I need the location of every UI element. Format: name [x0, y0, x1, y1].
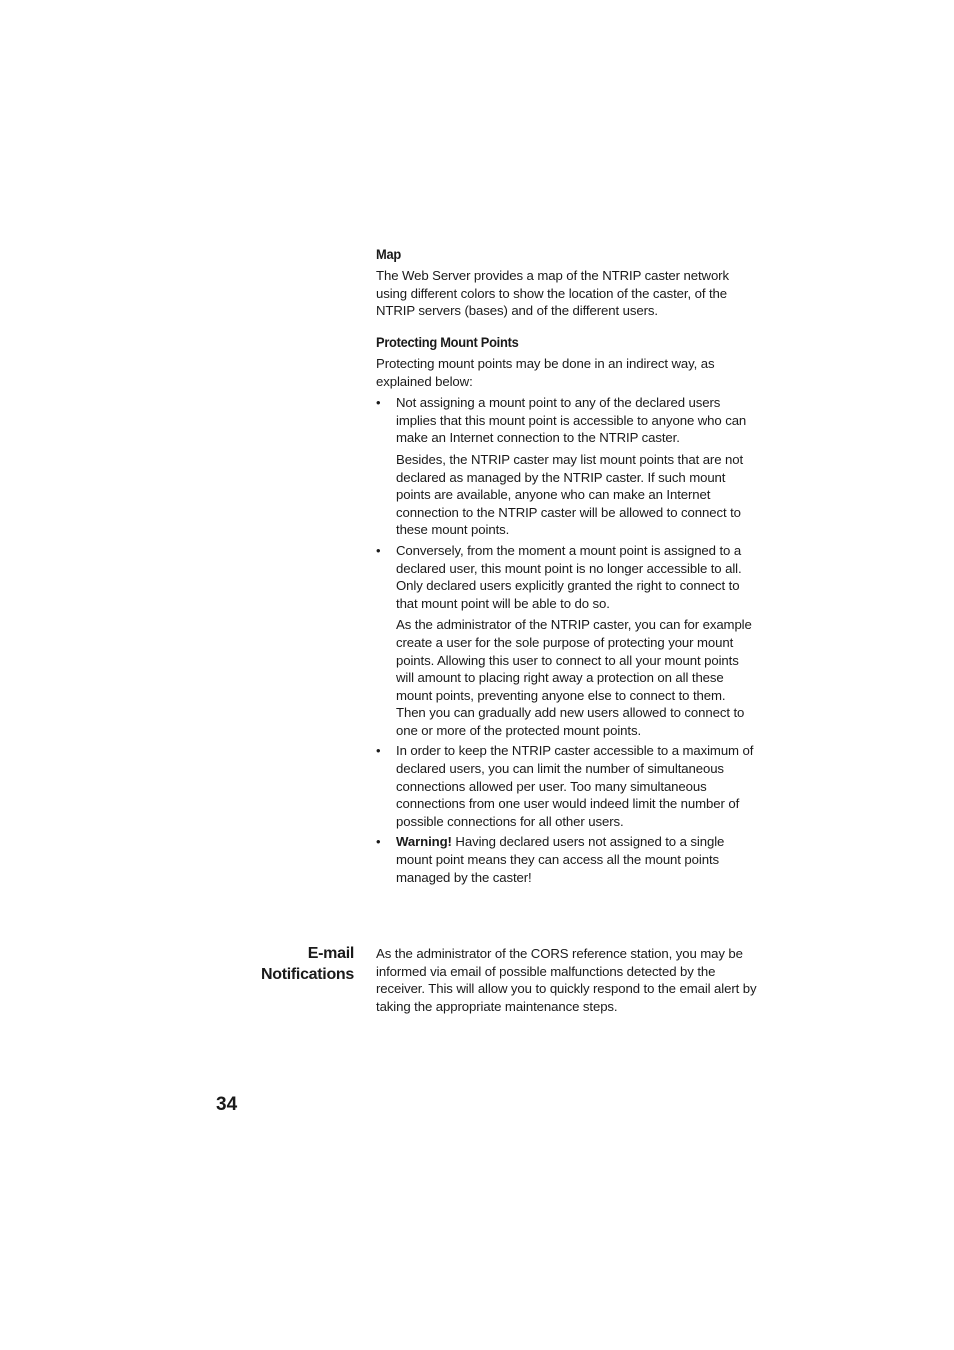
bullet-text: Conversely, from the moment a mount point is assigned to a declared user, this mount point is no longer accessible to all. Only declared users explicitly granted the right to connect to that mount point will be able to do so. — [396, 542, 742, 611]
list-item — [376, 394, 758, 539]
list-item — [376, 542, 758, 740]
email-paragraph: As the administrator of the CORS reference station, you may be informed via email of possible malfunctions detected by the receiver. This will allow you to quickly respond to the email alert by taking the appropriate maintenance steps. — [376, 946, 757, 1014]
list-item — [376, 833, 758, 886]
map-paragraph: The Web Server provides a map of the NTRIP caster network using different colors to show the location of the caster, of the NTRIP servers (bases) and of the different users. — [376, 268, 729, 319]
warning-text: Having declared users not assigned to a single mount point means they can access all the mount points managed by the caster! — [396, 834, 725, 885]
email-title-line1: E-mail — [307, 945, 354, 962]
protect-section — [376, 334, 758, 889]
warning-label: Warning! — [396, 834, 452, 850]
bullet-icon: • — [376, 395, 381, 411]
bullet-text — [396, 833, 758, 886]
bullet-text: Not assigning a mount point to any of the declared users implies that this mount point is accessible to anyone who can make an Internet connection to the NTRIP caster. — [396, 395, 747, 446]
protect-heading: Protecting Mount Points — [376, 334, 519, 350]
bullet-icon: • — [376, 743, 381, 759]
bullet-subparagraph: As the administrator of the NTRIP caster, you can for example create a user for the sole purpose of protecting your mount points. Allowing this user to connect to all your mount points will amount to placing right away a protection on all these mount points, preventing anyone else to connect to them. Then you can gradually add new users allowed to connect to one or more of the protected mount points. — [396, 617, 752, 738]
map-section — [376, 246, 758, 320]
protect-intro: Protecting mount points may be done in an indirect way, as explained below: — [376, 356, 715, 389]
bullet-icon: • — [376, 542, 381, 558]
bullet-icon: • — [376, 834, 381, 850]
protect-bullet-list — [376, 394, 758, 886]
map-heading: Map — [376, 246, 401, 262]
email-section-title — [261, 943, 354, 985]
bullet-subparagraph: Besides, the NTRIP caster may list mount points that are not declared as managed by the NTRIP caster. If such mount points are available, anyone who can make an Internet connection to the NTRIP caster will be allowed to connect to these mount points. — [396, 451, 744, 538]
list-item — [376, 742, 758, 830]
page-number: 34 — [216, 1094, 238, 1115]
email-title-line2: Notifications — [261, 966, 354, 983]
bullet-text: In order to keep the NTRIP caster accessible to a maximum of declared users, you can limit the number of simultaneous connections allowed per user. Too many simultaneous connections from one user would indeed limit the number of possible connections for all other users. — [396, 743, 754, 829]
email-section — [376, 945, 758, 1015]
